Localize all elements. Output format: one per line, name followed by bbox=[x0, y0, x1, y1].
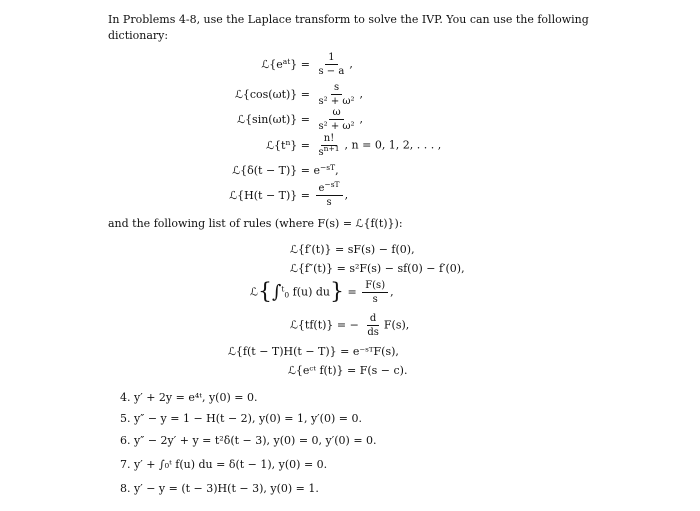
dict-sin: ℒ{sin(ωt)} = $\frac{\omega}{\text{s² + ω²}}$ , bbox=[237, 107, 364, 132]
dict-power: $ℒ\{t^n\}$ = $\frac{n!}{s^{n+1}}$ , n = 0, 1, 2, . . . , bbox=[266, 133, 442, 158]
integral-sign-icon: ∫ bbox=[271, 281, 282, 303]
rule-frequency-shift: ℒ{eᶜᵗ f(t)} = F(s − c). bbox=[288, 364, 408, 377]
rule-integral: ℒ{∫$^t_0$ f(u) du} = $\frac{F(s)}{s}$ , bbox=[250, 279, 394, 305]
dict-cos-frac: $\frac{s}{\text{s² + ω²}}$ bbox=[318, 82, 355, 107]
problem-4: 4. y′ + 2y = e⁴ᵗ, y(0) = 0. bbox=[120, 391, 258, 404]
rule-multiply-t: ℒ{tf(t)} = − $\frac{d}{ds}$ F(s), bbox=[290, 313, 410, 338]
rule-multiply-t-frac: $\frac{d}{ds}$ bbox=[367, 313, 379, 338]
dict-heaviside: ℒ{H(t − T)} = $\frac{e^{-sT}}{s}$ , bbox=[229, 180, 349, 208]
rule-integral-frac: $\frac{F(s)}{s}$ bbox=[362, 280, 388, 305]
problem-8: 8. y′ − y = (t − 3)H(t − 3), y(0) = 1. bbox=[120, 482, 319, 495]
problem-6: 6. y″ − 2y′ + y = t²δ(t − 3), y(0) = 0, y′(0) = 0. bbox=[120, 434, 377, 447]
dict-sin-frac: $\frac{\omega}{\text{s² + ω²}}$ bbox=[318, 107, 355, 132]
rule-second-derivative: ℒ{f″(t)} = s²F(s) − sf(0) − f′(0), bbox=[290, 262, 465, 275]
rule-time-shift: ℒ{f(t − T)H(t − T)} = e⁻ˢᵀF(s), bbox=[228, 345, 399, 358]
problem-7: 7. y′ + ∫₀ᵗ f(u) du = δ(t − 1), y(0) = 0. bbox=[120, 458, 328, 471]
dict-heaviside-frac: $\frac{e^{-sT}}{s}$ bbox=[316, 183, 343, 208]
dict-delta: ℒ{δ(t − $T)\} = e^{-sT}$, bbox=[232, 163, 339, 177]
dict-exp-frac: $\frac{1}{s - a}$ bbox=[318, 52, 345, 77]
dict-exp: $ℒ\{e^{at}\}$ = $\frac{1}{s - a}$ , bbox=[261, 52, 353, 77]
problem-5: 5. y″ − y = 1 − H(t − 2), y(0) = 1, y′(0) = 0. bbox=[120, 412, 362, 425]
dict-power-frac: $\frac{n!}{s^{n+1}}$ bbox=[318, 133, 340, 158]
dict-cos: ℒ{cos(ωt)} = $\frac{s}{\text{s² + ω²}}$ , bbox=[234, 82, 364, 107]
intro-paragraph: In Problems 4-8, use the Laplace transform to solve the IVP. You can use the following dictionary: bbox=[108, 13, 589, 42]
rules-intro: and the following list of rules (where F(s) = ℒ{f(t)}): bbox=[108, 217, 403, 230]
rule-first-derivative: ℒ{f′(t)} = sF(s) − f(0), bbox=[290, 243, 415, 256]
